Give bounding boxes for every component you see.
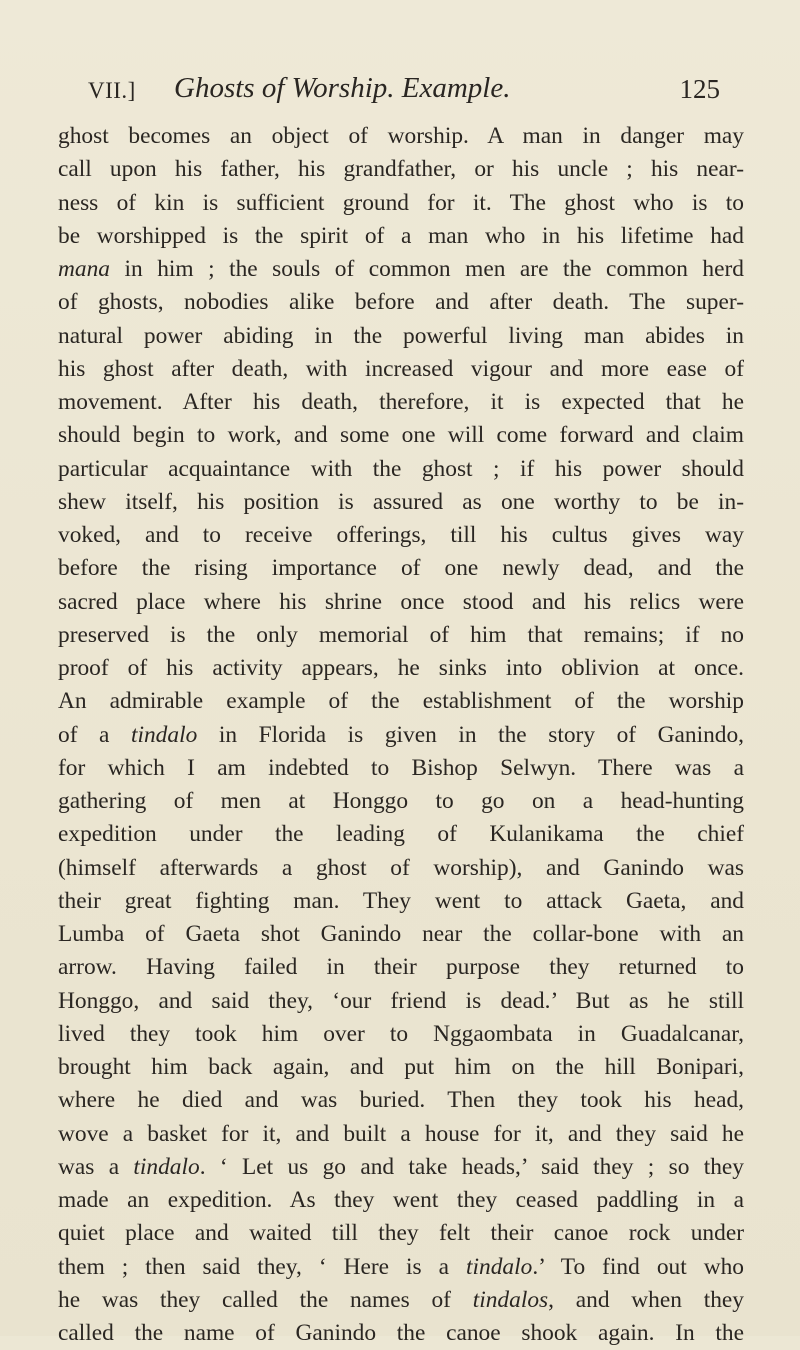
text-line: expedition under the leading of Kulanikama the chief xyxy=(58,821,744,848)
body-text xyxy=(58,120,744,1350)
text-line: (himself afterwards a ghost of worship), and Ganindo was xyxy=(58,854,744,881)
text-line: arrow. Having failed in their purpose they returned to xyxy=(58,954,744,981)
running-head xyxy=(88,72,720,112)
text-line: of a tindalo in Florida is given in the story of Ganindo, xyxy=(58,721,744,748)
italic-term: tindalo xyxy=(130,721,198,748)
text-line: he was they called the names of tindalos, and when they xyxy=(58,1286,744,1313)
text-line: of ghosts, nobodies alike before and after death. The super- xyxy=(58,289,744,316)
text-line: be worshipped is the spirit of a man who in his lifetime had xyxy=(58,222,744,249)
text-line: Honggo, and said they, ‘our friend is dead.’ But as he still xyxy=(58,987,744,1014)
text-line: for which I am indebted to Bishop Selwyn. There was a xyxy=(58,754,744,781)
text-line: shew itself, his position is assured as one worthy to be in- xyxy=(58,488,744,515)
chapter-marker: VII.] xyxy=(88,78,136,103)
text-line: natural power abiding in the powerful living man abides in xyxy=(58,322,744,349)
italic-term: tindalos xyxy=(472,1286,549,1313)
text-line: ghost becomes an object of worship. A man in danger may xyxy=(58,123,744,149)
text-line: proof of his activity appears, he sinks into oblivion at once. xyxy=(58,655,744,681)
text-line: Lumba of Gaeta shot Ganindo near the collar-bone with an xyxy=(58,921,744,947)
text-line: brought him back again, and put him on the hill Bonipari, xyxy=(58,1054,744,1080)
text-line: sacred place where his shrine once stood and his relics were xyxy=(58,588,744,615)
text-line: call upon his father, his grandfather, or his uncle ; his near- xyxy=(58,156,744,183)
text-line: mana in him ; the souls of common men are the common herd xyxy=(58,256,744,282)
running-title: Ghosts of Worship. Example. xyxy=(174,72,511,104)
text-line: made an expedition. As they went they ceased paddling in a xyxy=(58,1187,744,1213)
text-line: should begin to work, and some one will come forward and claim xyxy=(58,422,744,449)
text-line: An admirable example of the establishment of the worship xyxy=(58,688,744,715)
italic-term: mana xyxy=(58,256,110,282)
italic-term: tindalo xyxy=(466,1253,533,1280)
text-line: was a tindalo. ‘ Let us go and take heads,’ said they ; so they xyxy=(58,1153,744,1180)
text-line: wove a basket for it, and built a house for it, and they said he xyxy=(58,1120,744,1147)
text-line: particular acquaintance with the ghost ; if his power should xyxy=(58,455,744,482)
italic-term: tindalo xyxy=(133,1153,200,1180)
text-line: preserved is the only memorial of him that remains; if no xyxy=(58,621,744,648)
text-line: them ; then said they, ‘ Here is a tindalo.’ To find out who xyxy=(58,1253,744,1280)
text-line: his ghost after death, with increased vigour and more ease of xyxy=(58,355,744,382)
text-line: quiet place and waited till they felt their canoe rock under xyxy=(58,1220,744,1247)
text-line: before the rising importance of one newly dead, and the xyxy=(58,555,744,582)
text-line: gathering of men at Honggo to go on a head-hunting xyxy=(58,788,744,814)
text-line: called the name of Ganindo the canoe shook again. In the xyxy=(58,1320,744,1346)
page-number: 125 xyxy=(679,74,720,104)
text-line: lived they took him over to Nggaombata in Guadalcanar, xyxy=(58,1020,744,1047)
text-line: ness of kin is sufficient ground for it. The ghost who is to xyxy=(58,189,744,216)
text-line: their great fighting man. They went to attack Gaeta, and xyxy=(58,887,744,914)
text-line: where he died and was buried. Then they took his head, xyxy=(58,1087,744,1114)
text-line: movement. After his death, therefore, it is expected that he xyxy=(58,389,744,415)
text-line: voked, and to receive offerings, till his cultus gives way xyxy=(58,522,744,548)
